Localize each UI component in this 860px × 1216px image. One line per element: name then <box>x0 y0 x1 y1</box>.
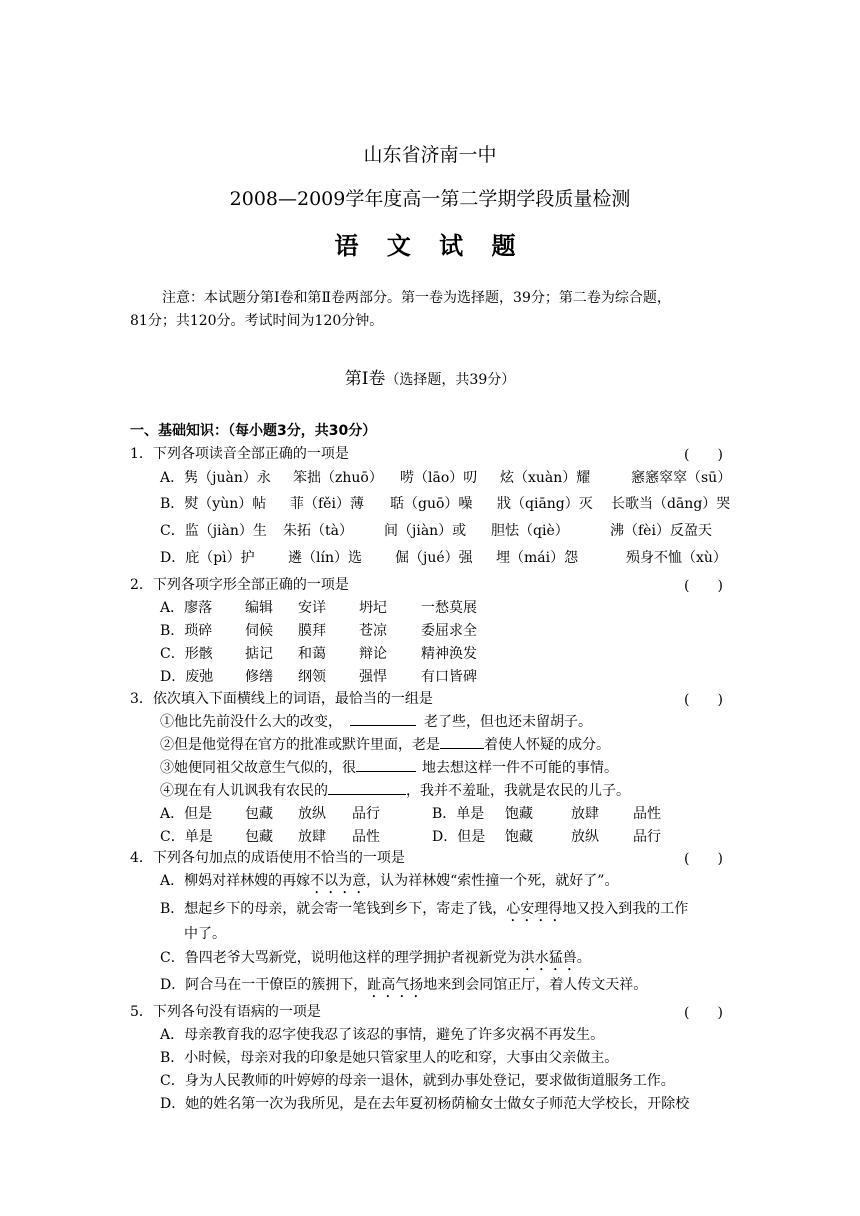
option-item: C．形骸 <box>160 646 213 662</box>
question-3-stem: 3．依次填入下面横线上的词语，最恰当的一组是 <box>130 691 433 707</box>
question-5-stem: 5．下列各句没有语病的一项是 <box>130 1004 321 1020</box>
option-item: 编辑 <box>245 600 273 616</box>
option-item: 倔（jué）强 <box>395 550 473 566</box>
option-item: A．隽（juàn）永 <box>160 470 271 486</box>
option-item: 朱拓（tà） <box>283 523 353 539</box>
notice-line-1: 注意：本试题分第Ⅰ卷和第Ⅱ卷两部分。第一卷为选择题，39分；第二卷为综合题， <box>162 290 671 306</box>
option-item: 窸窸窣窣（sū） <box>631 470 732 486</box>
q5-option-c: C．身为人民教师的叶婷婷的母亲一退休，就到办事处登记，要求做街道服务工作。 <box>160 1073 675 1089</box>
option-item: 饱藏 <box>505 806 533 822</box>
answer-paren-1: ( ) <box>684 447 723 463</box>
option-item: B．熨（yùn）帖 <box>160 496 267 512</box>
option-item: 品行 <box>633 829 661 845</box>
option-item: 和蔼 <box>298 646 326 662</box>
option-item: D．废弛 <box>160 669 214 685</box>
option-item: 品性 <box>633 806 661 822</box>
option-item: 饱藏 <box>505 829 533 845</box>
option-item: 胆怯（qiè） <box>491 523 569 539</box>
option-item: 强悍 <box>359 669 387 685</box>
q4-option-d <box>160 973 647 1001</box>
sentence-text: ①他比先前没什么大的改变， <box>160 714 342 730</box>
q5-option-a: A．母亲教育我的忍字使我忍了该忍的事情，避免了许多灾祸不再发生。 <box>160 1027 605 1043</box>
question-1-stem: 1．下列各项读音全部正确的一项是 <box>130 446 349 462</box>
school-name: 山东省济南一中 <box>363 144 497 166</box>
option-item: 坍圮 <box>359 600 387 616</box>
blank-line <box>440 734 484 749</box>
blank-line <box>328 780 406 795</box>
option-item: 放肆 <box>298 829 326 845</box>
option-item: 放纵 <box>298 806 326 822</box>
q5-option-d: D．她的姓名第一次为我所见，是在去年夏初杨荫榆女士做女子师范大学校长，开除校 <box>160 1096 690 1112</box>
page-title: 语 文 试 题 <box>334 231 526 260</box>
q3-sentence-2 <box>160 733 610 757</box>
option-item: 膜拜 <box>298 623 326 639</box>
option-item: 炫（xuàn）耀 <box>500 470 591 486</box>
option-text: ，认为祥林嫂“索性撞一个死，就好了”。 <box>366 873 619 889</box>
option-text: 地来到会同馆正厅，着人传文天祥。 <box>423 977 648 993</box>
option-item: A．但是 <box>160 806 213 822</box>
option-text: C．鲁四老爷大骂新党，说明他这样的理学拥护者视新党为 <box>160 950 521 966</box>
option-item: 品行 <box>352 806 380 822</box>
option-item: 一愁莫展 <box>421 600 477 616</box>
option-item: 笨拙（zhuō） <box>293 470 383 486</box>
option-item: B．单是 <box>432 806 485 822</box>
sentence-text: 地去想这样一件不可能的事情。 <box>422 760 618 776</box>
sentence-text: ，我并不羞耻，我就是农民的儿子。 <box>406 783 630 799</box>
option-item: A．廖落 <box>160 600 213 616</box>
option-item: D．庇（pì）护 <box>160 550 255 566</box>
option-item: 掂记 <box>245 646 273 662</box>
q4-option-a <box>160 869 618 897</box>
option-item: 菲（fěi）薄 <box>290 496 364 512</box>
option-text: B．想起乡下的母亲，就会寄一笔钱到乡下，寄走了钱， <box>160 901 507 917</box>
blank-line <box>356 757 416 772</box>
answer-paren-2: ( ) <box>684 578 723 594</box>
q4-option-b-cont: 中了。 <box>184 926 226 942</box>
option-item: D．但是 <box>432 829 486 845</box>
option-item: 有口皆碑 <box>421 669 477 685</box>
q3-sentence-1 <box>160 710 592 734</box>
option-item: B．琐碎 <box>160 623 213 639</box>
exam-title: 2008—2009学年度高一第二学期学段质量检测 <box>229 188 631 210</box>
option-item: 埋（mái）怨 <box>496 550 579 566</box>
option-item: 长歌当（dāng）哭 <box>611 496 731 512</box>
section-heading: 一、基础知识：（每小题3分，共30分） <box>130 423 377 439</box>
option-item: C．单是 <box>160 829 213 845</box>
sentence-text: 老了些，但也还未留胡子。 <box>424 714 592 730</box>
sentence-text: 着使人怀疑的成分。 <box>484 737 610 753</box>
answer-paren-4: ( ) <box>684 851 723 867</box>
option-item: 戕（qiāng）灭 <box>497 496 593 512</box>
option-item: 伺候 <box>245 623 273 639</box>
question-2-stem: 2．下列各项字形全部正确的一项是 <box>130 577 349 593</box>
option-item: 纲领 <box>298 669 326 685</box>
option-item: 遴（lín）选 <box>288 550 362 566</box>
option-text: A．柳妈对祥林嫂的再嫁 <box>160 873 311 889</box>
q4-option-b <box>160 897 688 925</box>
part1-title: 第Ⅰ卷 <box>344 369 386 389</box>
option-item: 辩论 <box>359 646 387 662</box>
option-item: C．监（jiàn）生 <box>160 523 267 539</box>
answer-paren-5: ( ) <box>684 1005 723 1021</box>
option-item: 沸（fèi）反盈天 <box>610 523 712 539</box>
answer-paren-3: ( ) <box>684 692 723 708</box>
option-item: 唠（lāo）叨 <box>400 470 478 486</box>
part1-heading <box>0 364 860 389</box>
option-text: 地又投入到我的工作 <box>562 901 689 917</box>
option-item: 放纵 <box>571 829 599 845</box>
option-item: 安详 <box>298 600 326 616</box>
q3-sentence-4 <box>160 779 630 803</box>
q5-option-b: B．小时候，母亲对我的印象是她只管家里人的吃和穿，大事由父亲做主。 <box>160 1050 619 1066</box>
option-item: 包藏 <box>245 806 273 822</box>
option-item: 包藏 <box>245 829 273 845</box>
question-4-stem: 4．下列各句加点的成语使用不恰当的一项是 <box>130 850 405 866</box>
sentence-text: ②但是他觉得在官方的批准或默许里面，老是 <box>160 737 440 753</box>
option-item: 修缮 <box>245 669 273 685</box>
dotted-idiom: 趾高气扬 <box>367 977 424 993</box>
option-text: 。 <box>576 950 591 966</box>
blank-line <box>350 711 416 726</box>
option-item: 苍凉 <box>359 623 387 639</box>
option-item: 间（jiàn）或 <box>384 523 467 539</box>
option-item: 殒身不恤（xù） <box>626 550 727 566</box>
q3-sentence-3 <box>160 756 618 780</box>
dotted-idiom: 不以为意 <box>310 873 367 889</box>
option-item: 精神涣发 <box>421 646 477 662</box>
option-text: D．阿合马在一干僚臣的簇拥下， <box>160 977 368 993</box>
option-item: 品性 <box>352 829 380 845</box>
option-item: 放肆 <box>571 806 599 822</box>
sentence-text: ③她便同祖父故意生气似的，很 <box>160 760 356 776</box>
part1-note: （选择题，共39分） <box>385 372 516 388</box>
notice-line-2: 81分；共120分。考试时间为120分钟。 <box>130 313 384 329</box>
q4-option-c <box>160 946 591 974</box>
option-item: 委屈求全 <box>421 623 477 639</box>
dotted-idiom: 心安理得 <box>506 901 563 917</box>
sentence-text: ④现在有人讥讽我有农民的 <box>160 783 328 799</box>
option-item: 聒（guō）噪 <box>390 496 473 512</box>
dotted-idiom: 洪水猛兽 <box>520 950 577 966</box>
